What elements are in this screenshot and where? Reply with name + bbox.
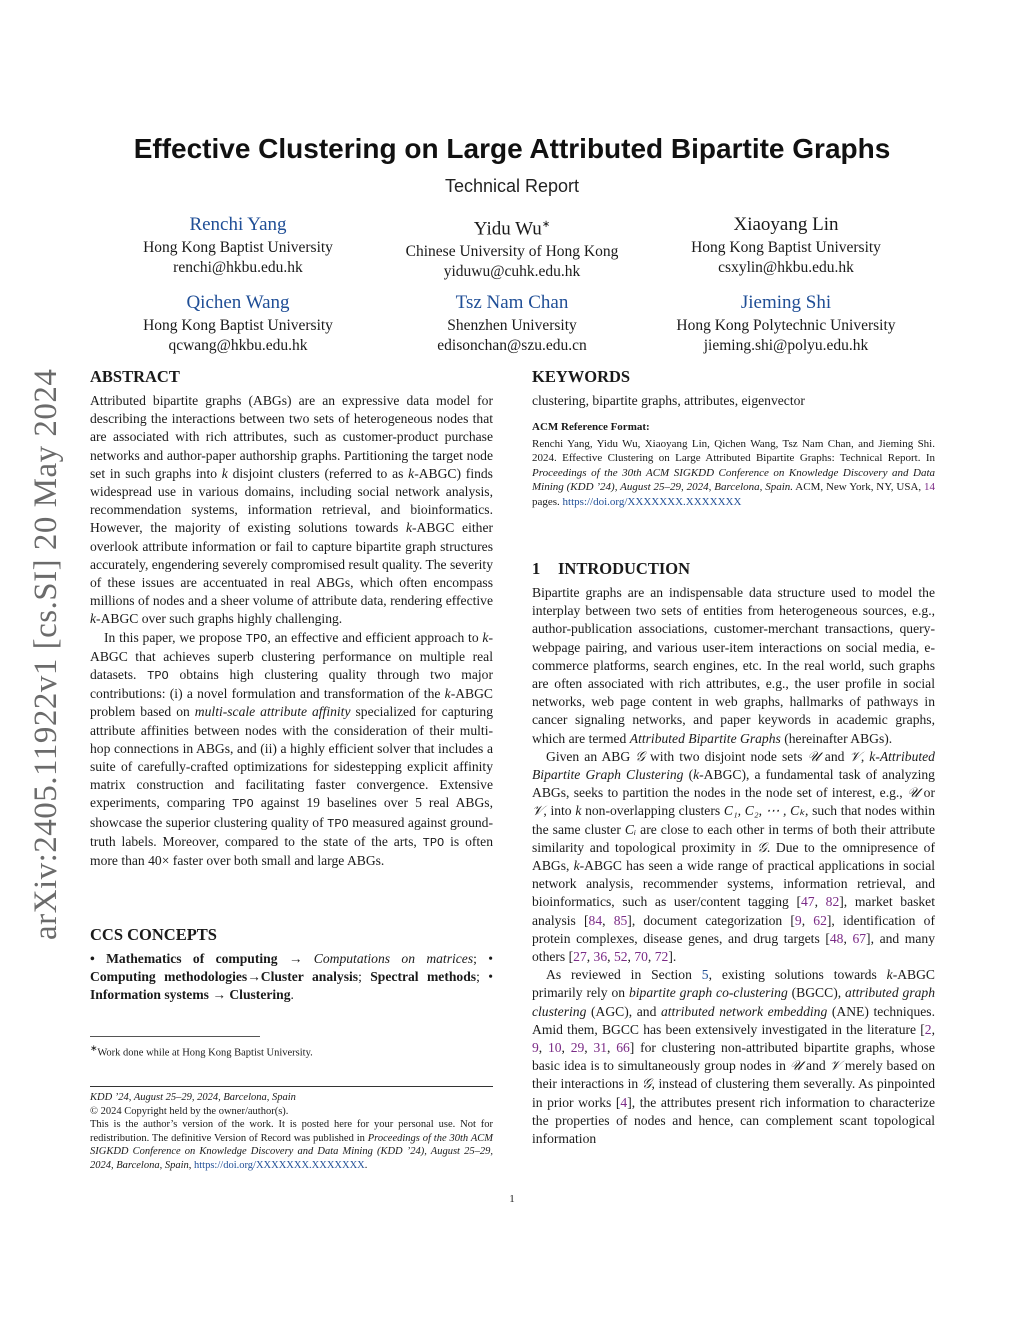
citation-link[interactable]: 72 xyxy=(654,949,669,965)
footnote: ∗Work done while at Hong Kong Baptist University. xyxy=(90,1043,313,1059)
paper-subtitle: Technical Report xyxy=(444,176,580,196)
author-affiliation: Hong Kong Baptist University xyxy=(691,239,881,256)
author-email: csxylin@hkbu.edu.hk xyxy=(718,259,854,276)
citation-link[interactable]: 67 xyxy=(852,930,867,946)
abstract-heading: ABSTRACT xyxy=(90,367,180,386)
author-block xyxy=(362,213,662,282)
intro-paragraph: As reviewed in Section 5, existing solutions towards k-ABGC primarily rely on bipartite graph co-clustering (BGCC), attributed graph clustering (AGC), and attributed network embedding (ANE) techniques. Amid them, BGCC has been extensively investigated in the literature [2, 9, 10, 29, 31, 66] for clustering non-attributed bipartite graphs, whose basic idea is to simultaneously group nodes in 𝒰 and 𝒱 merely based on their interactions in 𝒢, instead of clustering them severally. As pinpointed in prior works [4], the attributes present rich information to characterize the properties of nodes and hence, can complement scant topological information xyxy=(532,967,936,1147)
keywords-section xyxy=(532,366,935,410)
author-name: Xiaoyang Lin xyxy=(733,214,839,235)
copyright-line: © 2024 Copyright held by the owner/author(s). xyxy=(90,1105,289,1117)
page-count-link[interactable]: 14 xyxy=(924,481,935,493)
paper-title: Effective Clustering on Large Attributed Bipartite Graphs xyxy=(133,133,891,164)
citation-link[interactable]: 4 xyxy=(620,1094,628,1110)
citation-link[interactable]: 31 xyxy=(593,1040,608,1056)
citation-link[interactable]: 66 xyxy=(616,1040,630,1056)
abstract-paragraph: Attributed bipartite graphs (ABGs) are an expressive data model for describing the interactions between two sets of heterogeneous nodes that are associated with rich attributes, such as customer-product purchase networks and author-paper authorship graphs. Partitioning the target node set in such graphs into k disjoint clusters (referred to as k-ABGC) finds widespread use in various domains, including social network analysis, recommendation systems, information retrieval, and bioinformatics. However, the majority of existing solutions towards k-ABGC either overlook attribute information or fail to capture bipartite graph structures accurately, engendering severely compromised result quality. The severity of these issues are accentuated in real ABGs, which often encompass millions of nodes and a sheer volume of attribute data, rendering effective k-ABGC over such graphs highly challenging. xyxy=(90,393,494,627)
author-block xyxy=(88,291,388,356)
copyright-rule xyxy=(90,1086,493,1087)
footnote-rule xyxy=(90,1036,260,1037)
author-name: Yidu Wu xyxy=(473,218,542,240)
section-link[interactable]: 5 xyxy=(701,967,709,983)
citation-link[interactable]: 2 xyxy=(924,1021,932,1037)
ccs-text: • Mathematics of computing → Computations on matrices; • Computing methodologies→Cluster analysis; Spectral methods; • Information systems → Clustering. xyxy=(90,951,494,1003)
author-affiliation: Shenzhen University xyxy=(447,317,577,334)
arxiv-stamp: arXiv:2405.11922v1 [cs.SI] 20 May 2024 xyxy=(28,368,64,940)
citation-link[interactable]: 62 xyxy=(813,912,827,928)
author-email: jieming.shi@polyu.edu.hk xyxy=(703,337,869,354)
citation-link[interactable]: 36 xyxy=(593,949,608,965)
citation-link[interactable]: 48 xyxy=(829,930,844,946)
abstract-section xyxy=(90,366,493,870)
author-block xyxy=(636,213,936,278)
citation-link[interactable]: 10 xyxy=(547,1040,562,1056)
keywords-text: clustering, bipartite graphs, attributes, eigenvector xyxy=(532,393,805,408)
author-email: edisonchan@szu.edu.cn xyxy=(437,337,587,354)
author-email: renchi@hkbu.edu.hk xyxy=(173,259,303,276)
ccs-heading: CCS CONCEPTS xyxy=(90,925,217,944)
author-name[interactable]: Jieming Shi xyxy=(740,292,832,313)
author-block xyxy=(636,291,936,356)
author-affiliation: Hong Kong Polytechnic University xyxy=(676,317,896,334)
footnote-mark: ∗ xyxy=(541,219,551,230)
intro-paragraph: Given an ABG 𝒢 with two disjoint node sets 𝒰 and 𝒱, k-Attributed Bipartite Graph Clustering (k-ABGC), a fundamental task of analyzing ABGs, seeks to partition the nodes in the node set of interest, e.g., 𝒰 or 𝒱, into k non-overlapping clusters C₁, C₂, ⋯ , Cₖ, such that nodes within the same cluster Cᵢ are close to each other in terms of both their attribute similarity and topological proximity in 𝒢. Due to the omnipresence of ABGs, k-ABGC has seen a wide range of practical applications in social network analysis, recommender systems, information retrieval, and bioinformatics, such as user/content tagging [47, 82], market basket analysis [84, 85], document categorization [9, 62], identification of protein complexes, disease genes, and drug targets [48, 67], and many others [27, 36, 52, 70, 72]. xyxy=(532,748,936,965)
copyright-block xyxy=(90,1091,493,1172)
ccs-section xyxy=(90,924,493,1005)
author-affiliation: Chinese University of Hong Kong xyxy=(405,243,619,261)
citation-link[interactable]: 9 xyxy=(794,912,802,928)
author-affiliation: Hong Kong Baptist University xyxy=(143,317,333,334)
doi-link[interactable]: https://doi.org/XXXXXXX.XXXXXXX xyxy=(562,495,742,508)
introduction-section xyxy=(532,558,935,1148)
page-number: 1 xyxy=(509,1193,515,1205)
acm-reference-text: Renchi Yang, Yidu Wu, Xiaoyang Lin, Qichen Wang, Tsz Nam Chan, and Jieming Shi. 2024. Effective Clustering on Large Attributed Bipartite Graphs: Technical Report. In Proceedings of the 30th ACM SIGKDD Conference on Knowledge Discovery and Data Mining (KDD ’24), August 25–29, 2024, Barcelona, Spain. ACM, New York, NY, USA, 14 pages. https://doi.org/XXXXXXX.XXXXXXX xyxy=(532,437,935,508)
acm-reference xyxy=(532,420,935,509)
author-block xyxy=(88,213,388,278)
citation-link[interactable]: 9 xyxy=(532,1040,539,1056)
author-name[interactable]: Renchi Yang xyxy=(189,214,287,235)
citation-link[interactable]: 29 xyxy=(570,1040,585,1056)
author-block xyxy=(362,291,662,356)
acm-reference-heading: ACM Reference Format: xyxy=(532,421,650,433)
intro-paragraph: Bipartite graphs are an indispensable data structure used to model the interplay between two sets of entities from heterogeneous sources, e.g., author-publication associations, customer-merchant transactions, query-webpage pairing, and various user-item interactions on social media, e-commerce platforms, search engines, etc. In the real world, such graphs are often associated with rich attributes, e.g., the user profile in social networks, web page content in web graphs, hallmarks of pathways in cancer signaling networks, and paper keywords in academic graphs, which are termed Attributed Bipartite Graphs (hereinafter ABGs). xyxy=(532,585,935,746)
author-email: qcwang@hkbu.edu.hk xyxy=(168,337,308,354)
author-name[interactable]: Qichen Wang xyxy=(186,292,290,313)
citation-link[interactable]: 47 xyxy=(801,894,815,910)
citation-link[interactable]: 85 xyxy=(613,912,628,928)
introduction-heading: 1 INTRODUCTION xyxy=(532,559,691,578)
keywords-heading: KEYWORDS xyxy=(532,367,631,386)
citation-link[interactable]: 52 xyxy=(613,949,628,965)
doi-link[interactable]: https://doi.org/XXXXXXX.XXXXXXX xyxy=(194,1159,365,1171)
citation-link[interactable]: 70 xyxy=(634,949,648,965)
abstract-paragraph: In this paper, we propose TPO, an effective and efficient approach to k-ABGC that achieves superb clustering performance on multiple real datasets. TPO obtains high clustering quality through two major contributions: (i) a novel formulation and transformation of the k-ABGC problem based on multi-scale attribute affinity specialized for capturing attribute affinities between nodes with the consideration of their multi-hop connections in ABGs, and (ii) a highly efficient solver that includes a suite of carefully-crafted optimizations for sidestepping explicit affinity matrix construction and facilitating faster convergence. Extensive experiments, comparing TPO against 19 baselines over 5 real ABGs, showcase the superior clustering quality of TPO measured against ground-truth labels. Moreover, compared to the state of the arts, TPO is often more than 40× faster over both small and large ABGs. xyxy=(90,629,494,869)
citation-link[interactable]: 84 xyxy=(588,912,603,928)
citation-link[interactable]: 82 xyxy=(825,894,840,910)
citation-link[interactable]: 27 xyxy=(573,949,587,965)
author-name[interactable]: Tsz Nam Chan xyxy=(455,292,569,313)
author-affiliation: Hong Kong Baptist University xyxy=(143,239,333,256)
venue-line: KDD ’24, August 25–29, 2024, Barcelona, Spain xyxy=(90,1092,296,1103)
author-email: yiduwu@cuhk.edu.hk xyxy=(443,263,581,281)
version-note: This is the author’s version of the work. It is posted here for your personal use. Not for redistribution. The definitive Version of Record was published in Proceedings of the 30th ACM SIGKDD Conference on Knowledge Discovery and Data Mining (KDD ’24), August 25–29, 2024, Barcelona, Spain, https://doi.org/XXXXXXX.XXXXXXX. xyxy=(90,1119,494,1171)
